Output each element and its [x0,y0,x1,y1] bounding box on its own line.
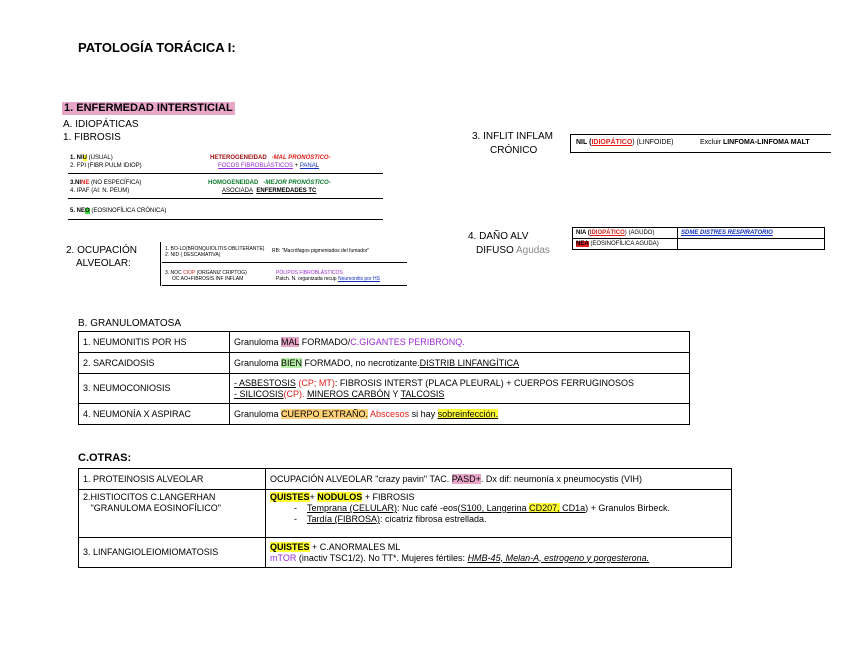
divider [162,262,407,263]
page-title: PATOLOGÍA TORÁCICA I: [78,40,236,55]
fibrosis-nine: 3.NINE (NO ESPECÍFICA) [70,180,142,186]
inflit-excluir: Excluir LINFOMA-LINFOMA MALT [700,139,810,146]
ocupacion-label-2: ALVEOLAR: [76,258,131,269]
ocup-bold: 1. BO-LD(BRONQUIOLITIS OBLITERANTE) [165,246,265,252]
fibrosis-homogeneity: HOMOGENEIDAD -MEJOR PRONÓSTICO- [208,180,331,186]
otras-row-desc: QUISTES + C.ANORMALES ML mTOR (inactiv TSC1/2). No TT*. Mujeres fértiles: HMB-45, Melan-A, estrogeno y porgesterona. [266,538,732,568]
gran-row-desc: Granuloma CUERPO EXTRAÑO. Abscesos si hay sobreinfección. [230,404,690,425]
divider [68,198,383,199]
dano-label-2: DIFUSO Agudas [476,245,550,256]
fibrosis-label: 1. FIBROSIS [63,132,121,143]
fibrosis-neo: 5. NEO (EOSINOFÍLICA CRÓNICA) [70,208,167,214]
gran-row-desc: Granuloma BIEN FORMADO, no necrotizante.DISTRIB LINFANGÍTICA [230,353,690,374]
fibrosis-focos: FOCOS FIBROBLÁSTICOS + PANAL [218,163,320,169]
ocup-patch: Patch. N. organizada recup Neumonitis por HS [276,276,380,282]
ocup-polipos: PÓLIPOS FIBROBLÁSTICOS [276,270,343,276]
dano-nia: NIA (IDIOPÁTICO) (AGUDO) [573,228,678,239]
fibrosis-nii-usual: 1. NIU (USUAL) [70,155,113,161]
gran-row-desc: - ASBESTOSIS (CP; MT): FIBROSIS INTERST (PLACA PLEURAL) + CUERPOS FERRUGINOSOS - SILICOSIS(CP). MINEROS CARBÓN Y TALCOSIS [230,374,690,404]
gran-row-name: 3. NEUMOCONIOSIS [79,374,230,404]
gran-row-name: 1. NEUMONITIS POR HS [79,332,230,353]
gran-row-name: 4. NEUMONÍA X ASPIRAC [79,404,230,425]
fibrosis-ipaf: 4. IPAF (AI: N. PEUM) [70,188,130,194]
granulomatosa-table [78,331,690,425]
section-heading-interstitial: 1. ENFERMEDAD INTERSTICIAL [64,102,233,114]
inflit-label: 3. INFLIT INFLAM [472,131,553,142]
ocup-rb: RB: "Macrófagos pigmentados del fumador" [272,248,370,254]
otras-row-desc: OCUPACIÓN ALVEOLAR "crazy pavin" TAC. PASD+. Dx dif: neumonía x pneumocystis (VIH) [266,469,732,490]
gran-row-name: 2. SARCAIDOSIS [79,353,230,374]
otras-row-name: 1. PROTEINOSIS ALVEOLAR [79,469,266,490]
divider [68,173,383,174]
dano-sdme: SDME DISTRES RESPIRATORIO [678,228,825,239]
divider [68,219,383,220]
ocupacion-label: 2. OCUPACIÓN [66,245,137,256]
fibrosis-fpi: 2. FPI (FIBR PULM IDIOP) [70,163,142,169]
inflit-nil: NIL (IDIOPÁTICO) (LINFOIDE) [576,139,674,146]
divider [162,285,407,286]
bracket-line [160,242,161,286]
dano-nea: NEA (EOSINOFÍLICA AGUDA) [573,239,678,250]
gran-row-desc: Granuloma MAL FORMADO/C.GIGANTES PERIBRONQ. [230,332,690,353]
fibrosis-heterogeneity: HETEROGENEIDAD -MAL PRONÓSTICO- [210,155,331,161]
otras-row-name: 2.HISTIOCITOS C.LANGERHAN "GRANULOMA EOSINOFÍLICO" [79,490,266,538]
inflit-label-2: CRÓNICO [490,145,538,156]
otras-row-desc: QUISTES+ NODULOS + FIBROSIS - Temprana (CELULAR): Nuc café -eos(S100, Langerina CD207, CD1a) + Granulos Birbeck. - Tardía (FIBROSA): cicatriz fibrosa estrellada. [266,490,732,538]
dano-label: 4. DAÑO ALV [468,231,529,242]
ocup-oc: OC AO+FIBROSIS INF INFLAM [172,276,244,282]
dano-empty [678,239,825,250]
ocup-nid: 2. NID ( DESCAMATIVA) [165,252,221,258]
otras-heading: C.OTRAS: [78,452,132,464]
otras-table [78,468,732,568]
granulomatosa-heading: B. GRANULOMATOSA [78,318,181,329]
ocup-noc: 3. NOC CIOP (ORGANIZ CRIPTOG) [165,270,247,276]
dano-table [572,227,825,250]
otras-row-name: 3. LINFANGIOLEIOMIOMATOSIS [79,538,266,568]
fibrosis-asociada: ASOCIADA ENFERMEDADES TC [222,188,317,194]
subheading-idiopathic: A. IDIOPÁTICAS [63,119,139,130]
